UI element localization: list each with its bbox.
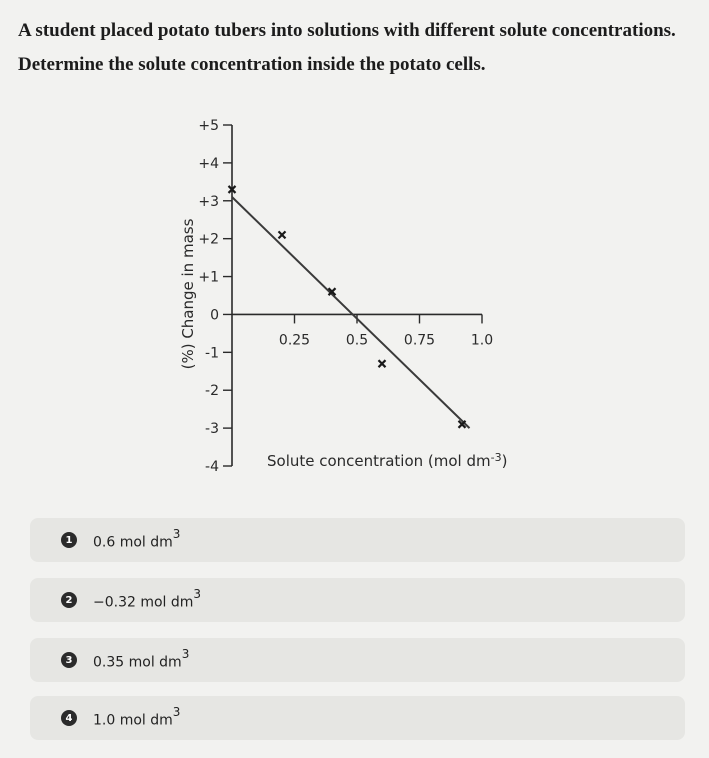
option-label: 0.35 mol $dm^3$ bbox=[93, 647, 190, 671]
x-tick-label: 1.0 bbox=[470, 332, 494, 349]
y-tick-label: -1 bbox=[205, 345, 219, 362]
y-tick-label: +1 bbox=[198, 269, 219, 286]
best-fit-line bbox=[232, 197, 470, 428]
option-number: 4 bbox=[61, 710, 77, 726]
option-number: 2 bbox=[61, 592, 77, 608]
y-tick-label: +5 bbox=[198, 118, 219, 134]
y-tick-label: +2 bbox=[198, 231, 219, 248]
question-line-1: A student placed potato tubers into solutions with different solute concentrations. bbox=[18, 20, 676, 41]
option-1[interactable] bbox=[30, 518, 685, 562]
option-label: −0.32 mol $dm^3$ bbox=[93, 587, 202, 611]
x-tick-label: 0.5 bbox=[345, 332, 369, 349]
y-tick-label: +4 bbox=[198, 155, 219, 172]
option-4[interactable] bbox=[30, 696, 685, 740]
option-number: 3 bbox=[61, 652, 77, 668]
option-label: 0.6 mol $dm^3$ bbox=[93, 527, 181, 551]
option-2[interactable] bbox=[30, 578, 685, 622]
option-number: 1 bbox=[61, 532, 77, 548]
x-tick-label: 0.75 bbox=[403, 332, 436, 349]
x-tick-label: 0.25 bbox=[278, 332, 311, 349]
y-tick-label: -3 bbox=[205, 421, 219, 438]
y-tick-label: +3 bbox=[198, 193, 219, 210]
x-axis-label: Solute concentration (mol $dm^{-3}$) bbox=[267, 451, 508, 470]
data-point bbox=[379, 360, 386, 367]
option-3[interactable] bbox=[30, 638, 685, 682]
option-label: 1.0 mol $dm^3$ bbox=[93, 705, 181, 729]
y-tick-label: -4 bbox=[205, 459, 219, 475]
y-tick-label: 0 bbox=[210, 307, 219, 324]
y-axis-label: (%) Change in mass bbox=[179, 218, 197, 370]
y-tick-label: -2 bbox=[205, 383, 219, 400]
data-point bbox=[279, 231, 286, 238]
question-line-2: Determine the solute concentration inside the potato cells. bbox=[18, 54, 486, 75]
